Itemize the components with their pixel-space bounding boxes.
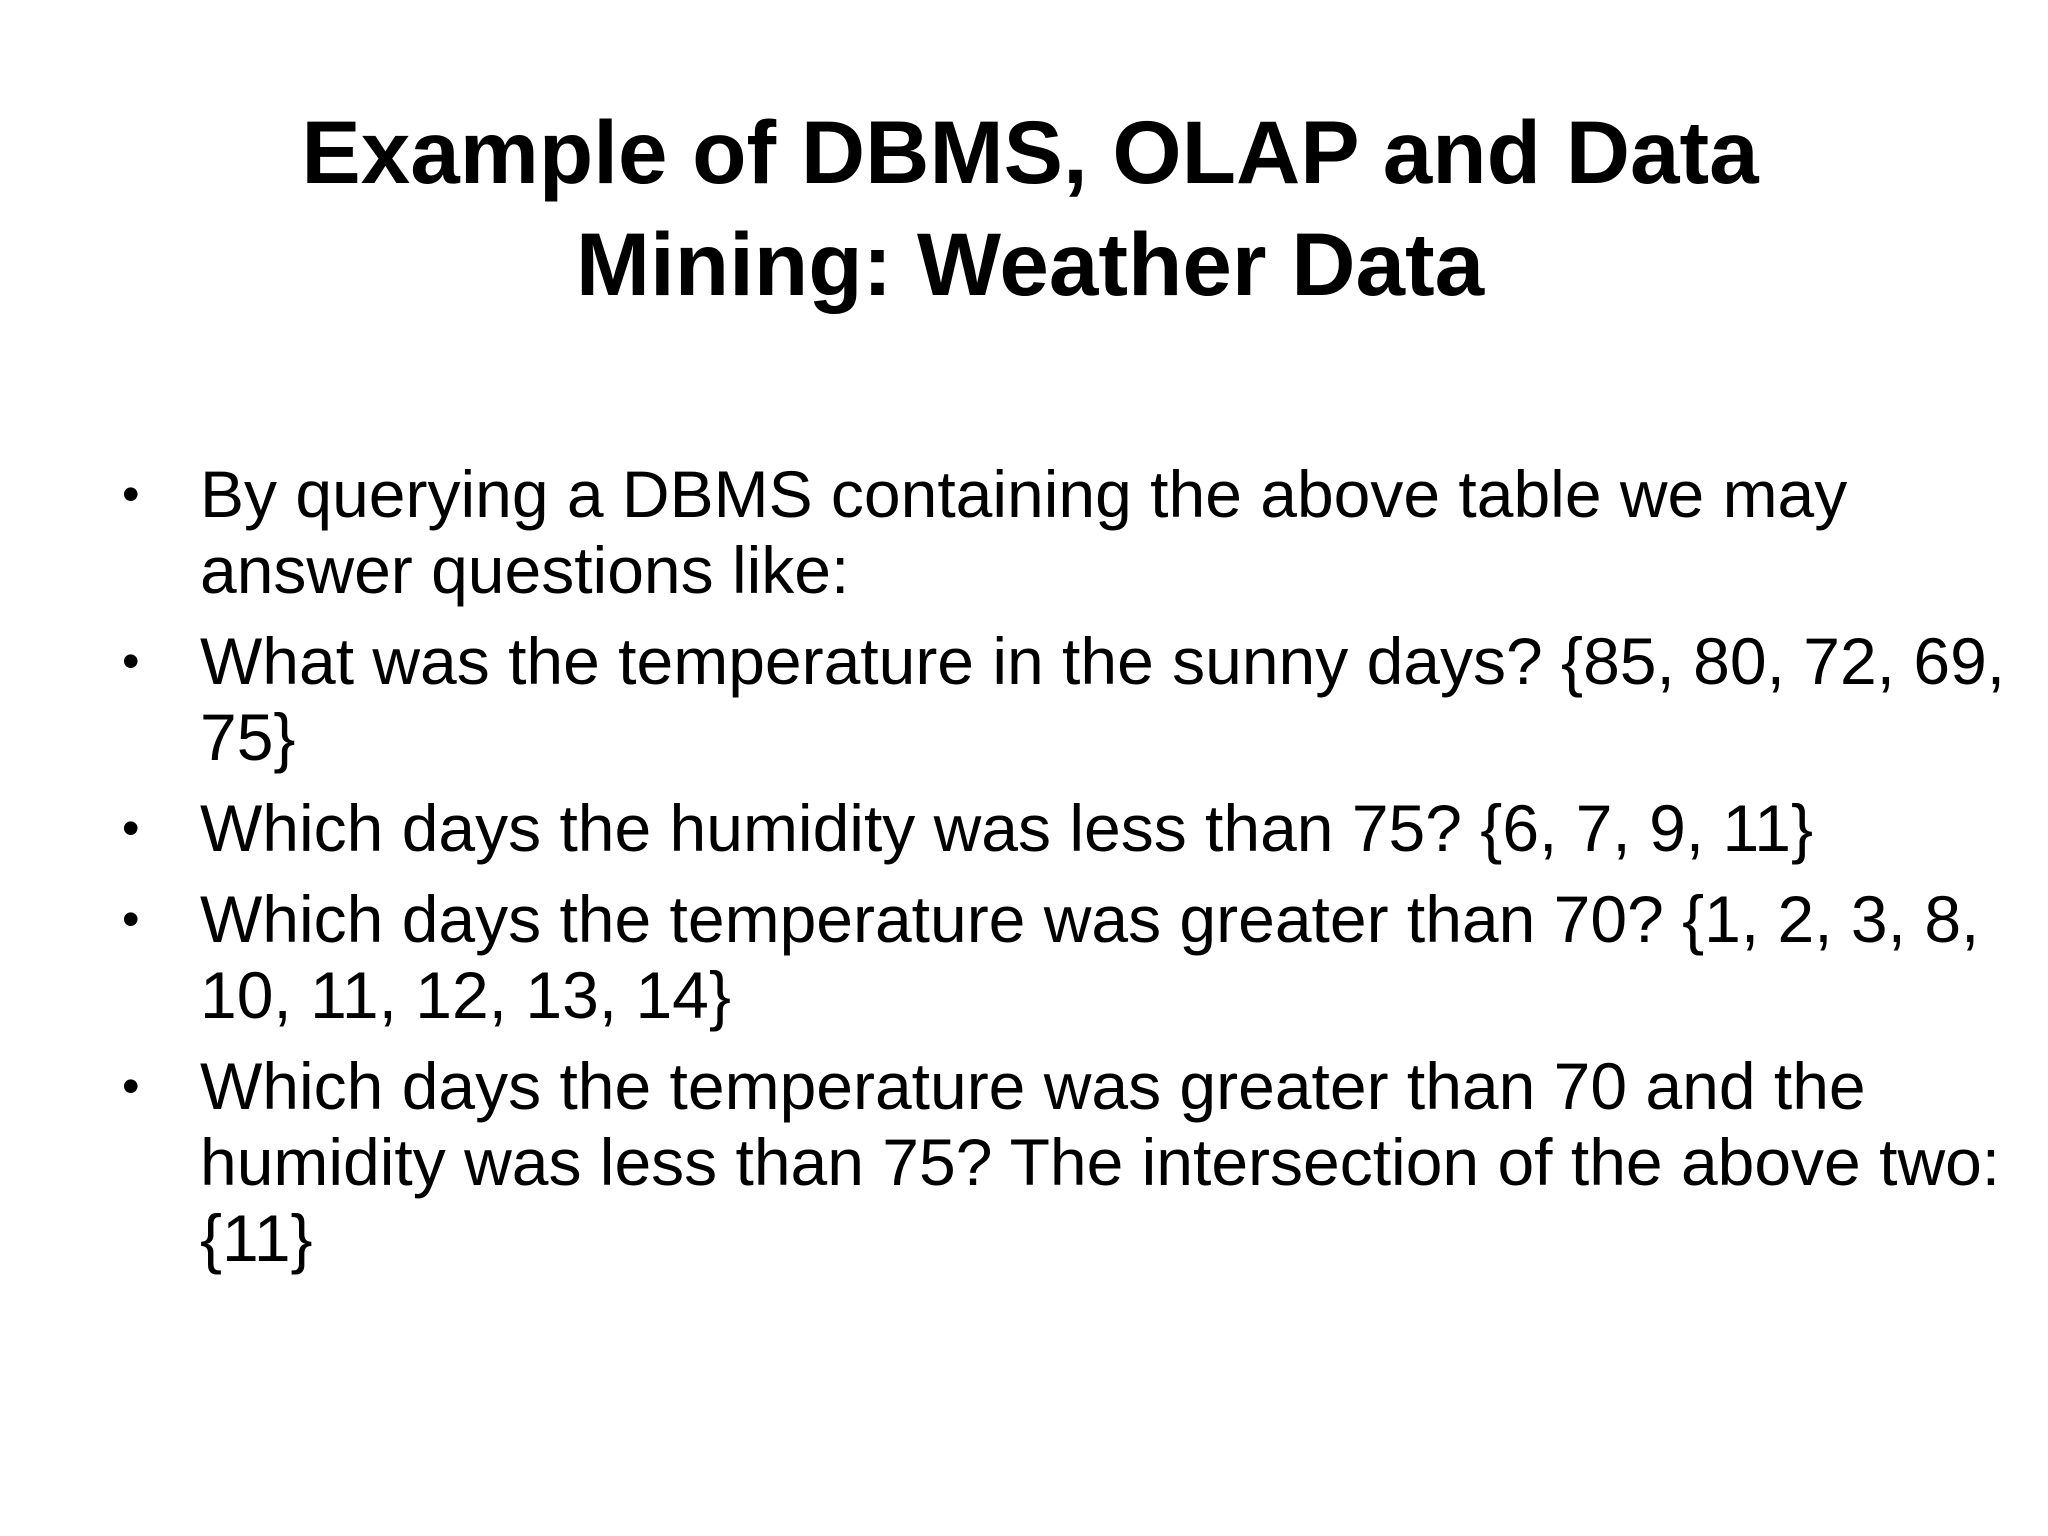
bullet-item [118,790,2008,866]
bullet-text: Which days the humidity was less than 75? {6, 7, 9, 11} [200,791,1814,865]
bullet-icon: • [122,800,140,856]
bullet-list [118,456,2008,1291]
bullet-text: Which days the temperature was greater than 70? {1, 2, 3, 8, 10, 11, 12, 13, 14} [200,882,1980,1032]
bullet-icon: • [122,466,140,522]
bullet-text: By querying a DBMS containing the above table we may answer questions like: [200,457,1848,607]
bullet-item [118,881,2008,1033]
bullet-item [118,1048,2008,1276]
bullet-item [118,623,2008,775]
bullet-text: Which days the temperature was greater than 70 and the humidity was less than 75? The intersection of the above two: {11} [200,1049,2001,1275]
bullet-icon: • [122,891,140,947]
slide-title-line-1: Example of DBMS, OLAP and Data [301,102,1759,202]
slide-title [180,96,1880,320]
bullet-icon: • [122,633,140,689]
bullet-text: What was the temperature in the sunny days? {85, 80, 72, 69, 75} [200,624,2006,774]
bullet-item [118,456,2008,608]
slide-title-line-2: Mining: Weather Data [575,214,1485,314]
bullet-icon: • [122,1058,140,1114]
